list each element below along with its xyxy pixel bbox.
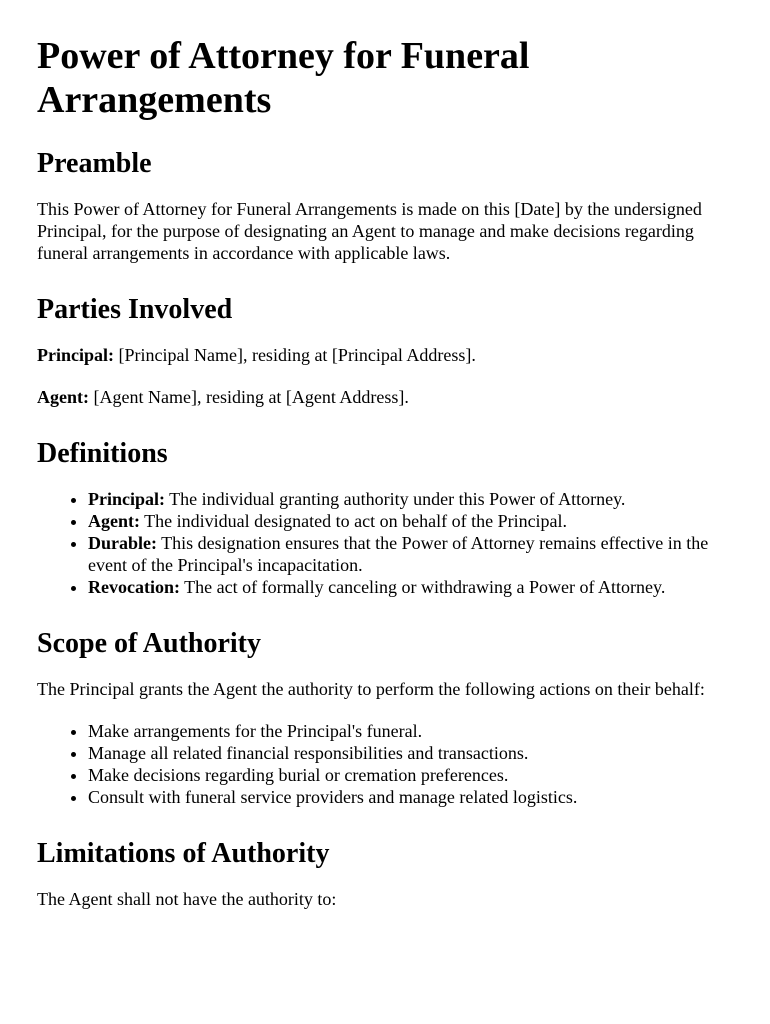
definitions-heading: Definitions	[37, 438, 168, 469]
definition-text: The act of formally canceling or withdrawing a Power of Attorney.	[179, 577, 666, 597]
definition-item	[88, 576, 734, 598]
scope-item: • Consult with funeral service providers and manage related logistics.	[88, 786, 734, 808]
principal-label: Principal:	[37, 345, 114, 365]
scope-item: • Make decisions regarding burial or cremation preferences.	[88, 764, 734, 786]
preamble-text: This Power of Attorney for Funeral Arrangements is made on this [Date] by the undersigned Principal, for the purpose of designating an Agent to manage and make decisions regarding funeral arrangements in accordance with applicable laws.	[37, 199, 702, 263]
parties-heading: Parties Involved	[37, 294, 233, 325]
scope-item: • Make arrangements for the Principal's funeral.	[88, 720, 734, 742]
scope-intro: The Principal grants the Agent the authority to perform the following actions on their behalf:	[37, 679, 705, 699]
definition-term: Agent:	[88, 511, 140, 531]
definitions-list	[37, 488, 734, 598]
definition-item	[88, 488, 734, 510]
definition-text: The individual granting authority under this Power of Attorney.	[165, 489, 626, 509]
definitions-section	[37, 438, 734, 598]
document-title: Power of Attorney for Funeral Arrangements	[37, 35, 530, 121]
preamble-section	[37, 148, 734, 264]
definition-item	[88, 510, 734, 532]
limitations-heading: Limitations of Authority	[37, 838, 330, 869]
definition-item	[88, 532, 734, 576]
definition-text: The individual designated to act on behalf of the Principal.	[140, 511, 568, 531]
scope-section	[37, 628, 734, 808]
scope-list	[37, 720, 734, 808]
definition-term: Durable:	[88, 533, 157, 553]
principal-text: [Principal Name], residing at [Principal Address].	[114, 345, 476, 365]
parties-section	[37, 294, 734, 408]
definition-term: Principal:	[88, 489, 165, 509]
agent-party	[37, 386, 734, 408]
scope-heading: Scope of Authority	[37, 628, 261, 659]
definition-term: Revocation:	[88, 577, 180, 597]
agent-label: Agent:	[37, 387, 89, 407]
limitations-intro: The Agent shall not have the authority to:	[37, 889, 337, 909]
limitations-section	[37, 838, 734, 910]
agent-text: [Agent Name], residing at [Agent Address].	[89, 387, 409, 407]
scope-item: • Manage all related financial responsibilities and transactions.	[88, 742, 734, 764]
principal-party	[37, 344, 734, 366]
preamble-heading: Preamble	[37, 148, 152, 179]
definition-text: This designation ensures that the Power of Attorney remains effective in the event of the Principal's incapacitation.	[88, 533, 709, 575]
